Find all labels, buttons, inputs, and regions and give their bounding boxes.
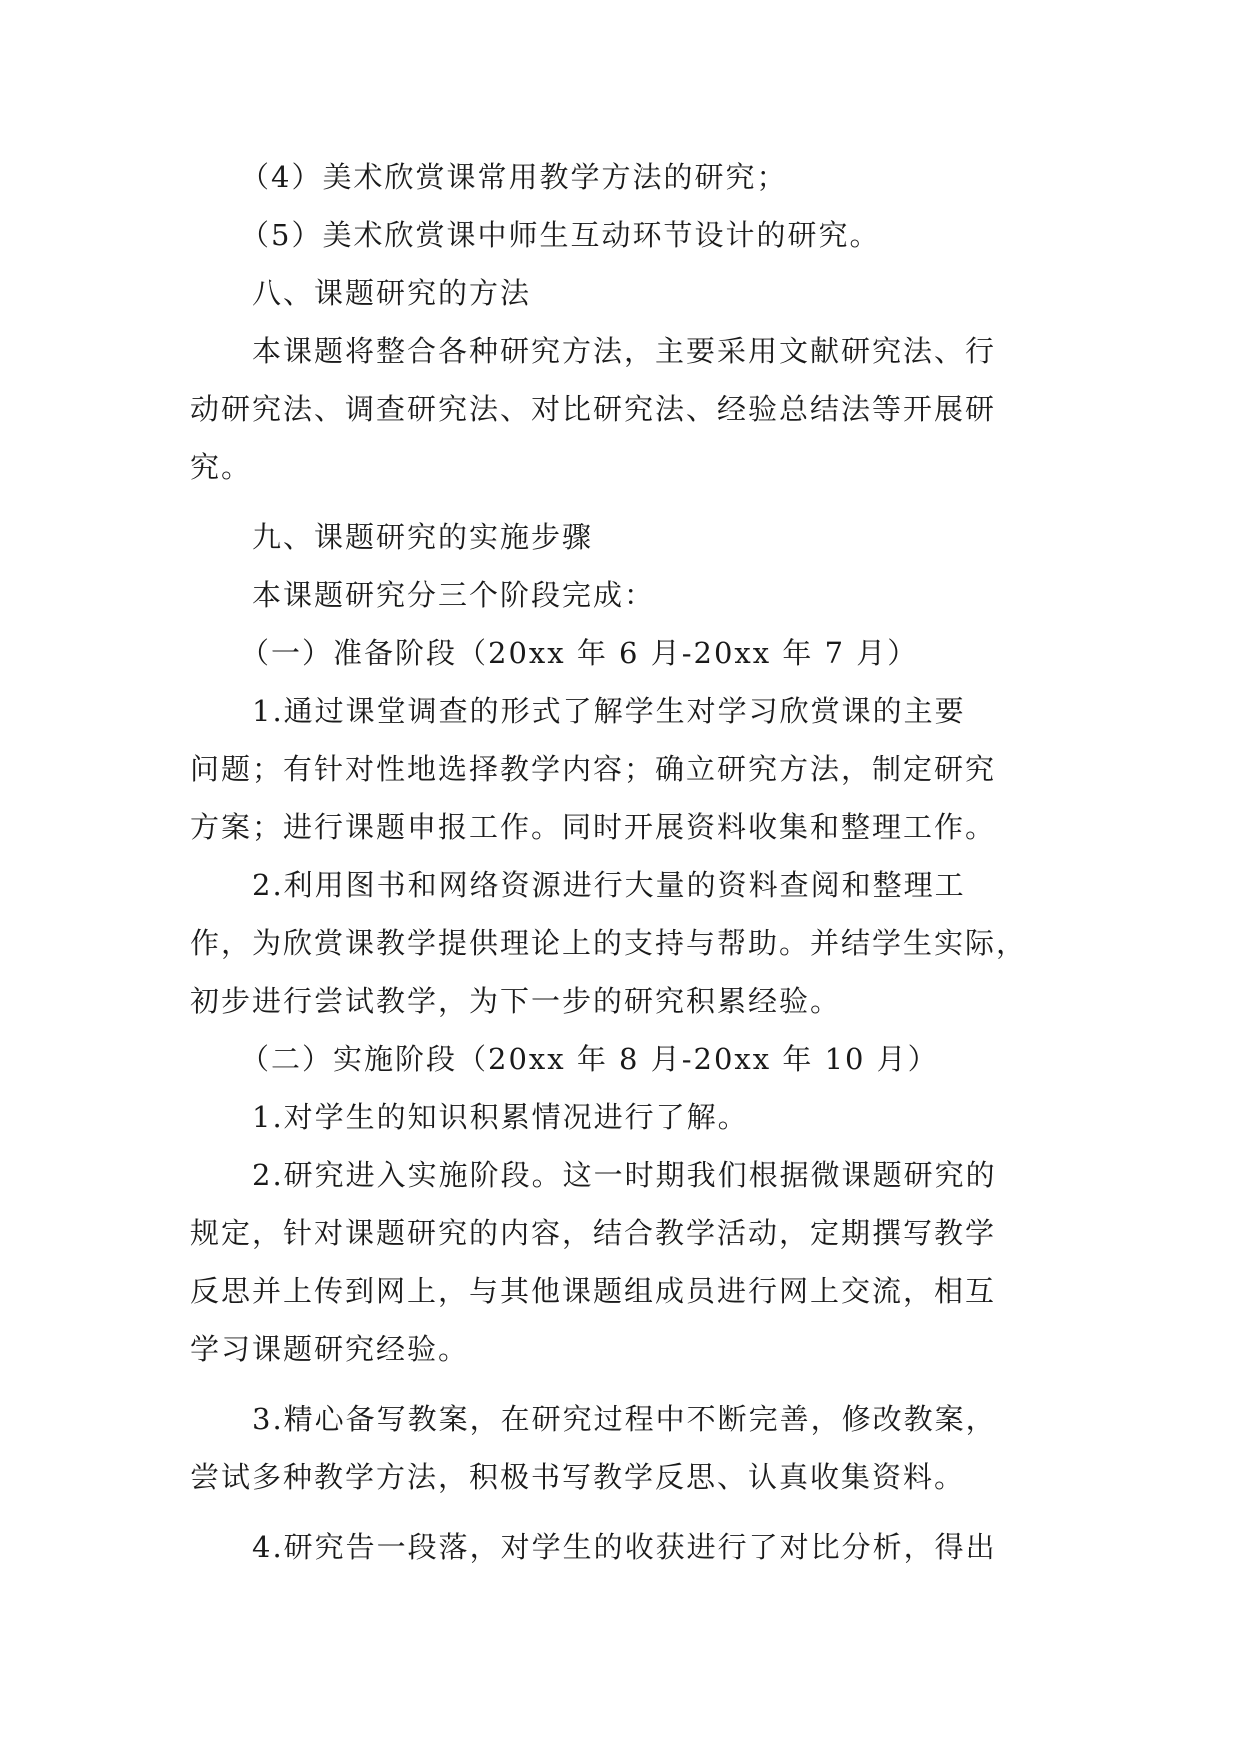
list-item-4: （4）美术欣赏课常用教学方法的研究； — [240, 160, 788, 194]
stage-heading-prep: （一）准备阶段（20xx 年 6 月-20xx 年 7 月） — [240, 636, 919, 670]
paragraph-line: 学习课题研究经验。 — [190, 1332, 470, 1366]
paragraph-line: 反思并上传到网上，与其他课题组成员进行网上交流，相互 — [190, 1274, 997, 1308]
paragraph-line: 2.利用图书和网络资源进行大量的资料查阅和整理工 — [252, 868, 966, 902]
paragraph-line: 规定，针对课题研究的内容，结合教学活动，定期撰写教学 — [190, 1216, 997, 1250]
paragraph-line: 问题；有针对性地选择教学内容；确立研究方法，制定研究 — [190, 752, 997, 786]
paragraph-impl-2 — [190, 1146, 1050, 1378]
section-heading-8: 八、课题研究的方法 — [252, 276, 532, 310]
paragraph-impl-3 — [190, 1390, 1050, 1506]
paragraph-stages-intro: 本课题研究分三个阶段完成： — [252, 578, 656, 612]
stage-heading-implement: （二）实施阶段（20xx 年 8 月-20xx 年 10 月） — [240, 1042, 939, 1076]
paragraph-line: 初步进行尝试教学，为下一步的研究积累经验。 — [190, 984, 842, 1018]
paragraph-line: 作，为欣赏课教学提供理论上的支持与帮助。并结学生实际， — [190, 926, 1028, 960]
paragraph-line: 3.精心备写教案，在研究过程中不断完善，修改教案， — [252, 1402, 997, 1436]
paragraph-line: 1.通过课堂调查的形式了解学生对学习欣赏课的主要 — [252, 694, 966, 728]
paragraph-prep-1 — [190, 682, 1050, 856]
section-heading-9: 九、课题研究的实施步骤 — [252, 520, 594, 554]
paragraph-line: 本课题将整合各种研究方法，主要采用文献研究法、行 — [252, 334, 997, 368]
document-body — [190, 148, 1050, 1576]
list-item-5: （5）美术欣赏课中师生互动环节设计的研究。 — [240, 218, 881, 252]
paragraph-line: 动研究法、调查研究法、对比研究法、经验总结法等开展研 — [190, 392, 997, 426]
paragraph-prep-2 — [190, 856, 1050, 1030]
paragraph-line: 2.研究进入实施阶段。这一时期我们根据微课题研究的 — [252, 1158, 997, 1192]
paragraph-line: 尝试多种教学方法，积极书写教学反思、认真收集资料。 — [190, 1460, 966, 1494]
paragraph-impl-1: 1.对学生的知识积累情况进行了解。 — [252, 1100, 749, 1134]
paragraph-methods — [190, 322, 1050, 496]
paragraph-line: 究。 — [190, 450, 253, 484]
paragraph-impl-4: 4.研究告一段落，对学生的收获进行了对比分析，得出 — [252, 1530, 997, 1564]
paragraph-line: 方案；进行课题申报工作。同时开展资料收集和整理工作。 — [190, 810, 997, 844]
